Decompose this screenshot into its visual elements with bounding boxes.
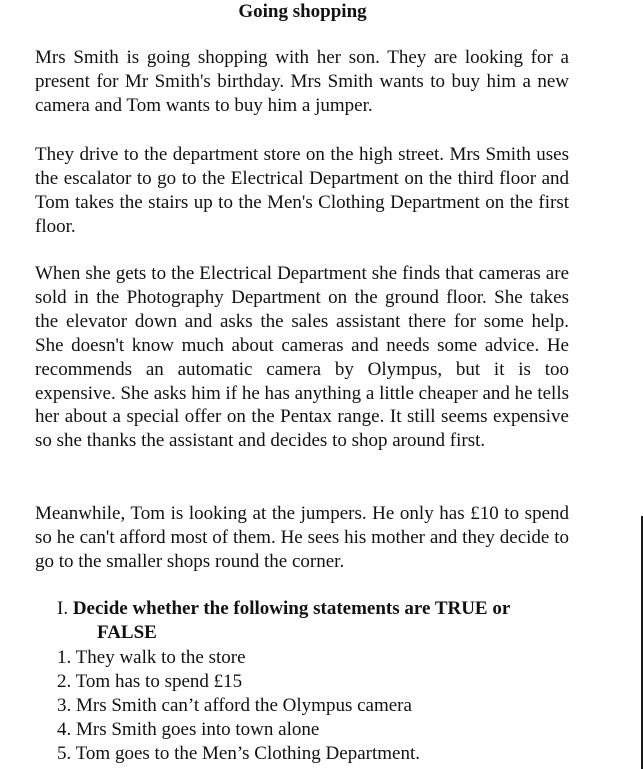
statement-list [57, 646, 420, 766]
statement-item-5: 5. Tom goes to the Men’s Clothing Department. [57, 742, 420, 764]
document-title: Going shopping [238, 1, 367, 22]
statement-item-3: 3. Mrs Smith can’t afford the Olympus camera [57, 694, 412, 716]
statement-item-2: 2. Tom has to spend £15 [57, 670, 243, 692]
statement-item-4: 4. Mrs Smith goes into town alone [57, 718, 320, 740]
statement-item-1: 1. They walk to the store [57, 647, 246, 668]
paragraph-1: Mrs Smith is going shopping with her son. They are looking for a present for Mr Smith's birthday. Mrs Smith wants to buy him a new camera and Tom wants to buy him a jumper. [35, 47, 569, 116]
paragraph-4: Meanwhile, Tom is looking at the jumpers. He only has £10 to spend so he can't afford most of them. He sees his mother and they decide to go to the smaller shops round the corner. [35, 503, 569, 572]
task-instruction-line1: Decide whether the following statements are TRUE or [72, 598, 511, 619]
task-number: I. [57, 598, 69, 619]
task-instruction-line2: FALSE [97, 621, 157, 643]
paragraph-3: When she gets to the Electrical Department she finds that cameras are sold in the Photography Department on the ground floor. She takes the elevator down and asks the sales assistant there for some help. She doesn't know much about cameras and needs some advice. He recommends an automatic camera by Olympus, but it is too expensive. She asks him if he has anything a little cheaper and he tells her about a special offer on the Pentax range. It still seems expensive so she thanks the assistant and decides to shop around first. [35, 263, 569, 452]
task-heading [57, 597, 567, 645]
paragraph-2: They drive to the department store on the high street. Mrs Smith uses the escalator to go to the Electrical Department on the third floor and Tom takes the stairs up to the Men's Clothing Department on the first floor. [35, 144, 569, 237]
